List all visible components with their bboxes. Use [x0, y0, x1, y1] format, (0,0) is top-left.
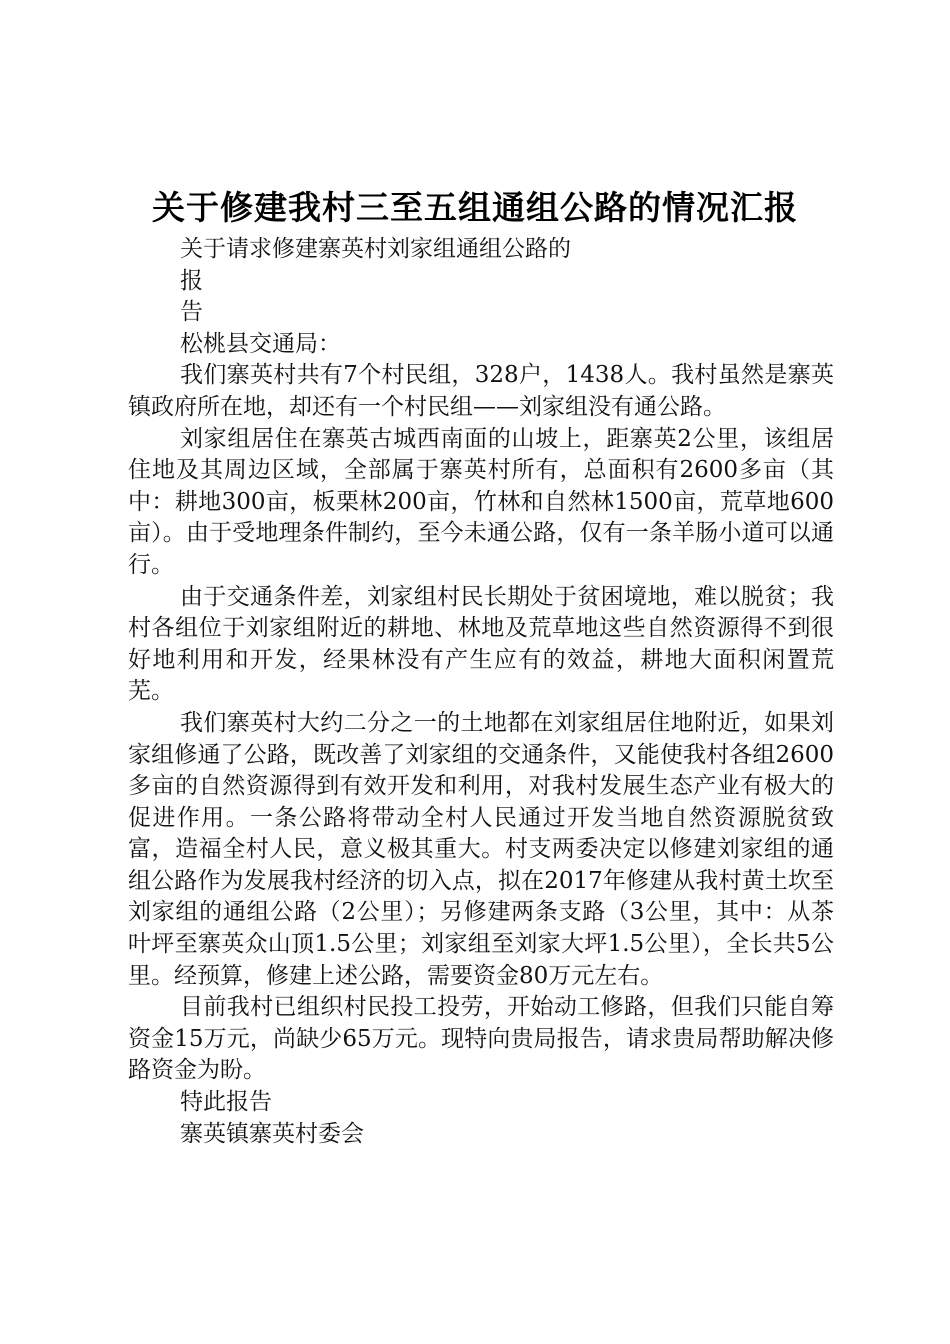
request-title-char-1: 报	[180, 267, 203, 294]
request-title-line: 关于请求修建寨英村刘家组通组公路的	[180, 236, 571, 262]
document-title: 关于修建我村三至五组通组公路的情况汇报	[152, 188, 798, 227]
addressee: 松桃县交通局：	[180, 330, 341, 357]
paragraph-liujia-group: 刘家组居住在寨英古城西南面的山坡上，距寨英2公里，该组居住地及其周边区域，全部属于寨英村所有，总面积有2600多亩（其中：耕地300亩，板栗林200亩，竹林和自然林1500亩，荒草地600亩）。由于受地理条件制约，至今未通公路，仅有一条羊肠小道可以通行。	[128, 425, 834, 578]
paragraph-village-overview: 我们寨英村共有7个村民组，328户，1438人。我村虽然是寨英镇政府所在地，却还有一个村民组——刘家组没有通公路。	[128, 362, 834, 420]
closing-report: 特此报告	[180, 1089, 272, 1116]
request-title-char-2: 告	[180, 299, 203, 326]
signature-committee: 寨英镇寨英村委会	[180, 1120, 364, 1147]
paragraph-funding-request: 目前我村已组织村民投工投劳，开始动工修路，但我们只能自筹资金15万元，尚缺少65万元。现特向贵局报告，请求贵局帮助解决修路资金为盼。	[128, 994, 834, 1084]
document-body	[128, 234, 834, 1150]
paragraph-road-plan: 我们寨英村大约二分之一的土地都在刘家组居住地附近，如果刘家组修通了公路，既改善了刘家组的交通条件，又能使我村各组2600多亩的自然资源得到有效开发和利用，对我村发展生态产业有极大的促进作用。一条公路将带动全村人民通过开发当地自然资源脱贫致富，造福全村人民，意义极其重大。村支两委决定以修建刘家组的通组公路作为发展我村经济的切入点，拟在2017年修建从我村黄土坎至刘家组的通组公路（2公里）；另修建两条支路（3公里，其中：从茶叶坪至寨英众山顶1.5公里；刘家组至刘家大坪1.5公里），全长共5公里。经预算，修建上述公路，需要资金80万元左右。	[128, 709, 834, 989]
paragraph-poverty: 由于交通条件差，刘家组村民长期处于贫困境地，难以脱贫；我村各组位于刘家组附近的耕地、林地及荒草地这些自然资源得不到很好地利用和开发，经果林没有产生应有的效益，耕地大面积闲置荒芜。	[128, 583, 834, 705]
